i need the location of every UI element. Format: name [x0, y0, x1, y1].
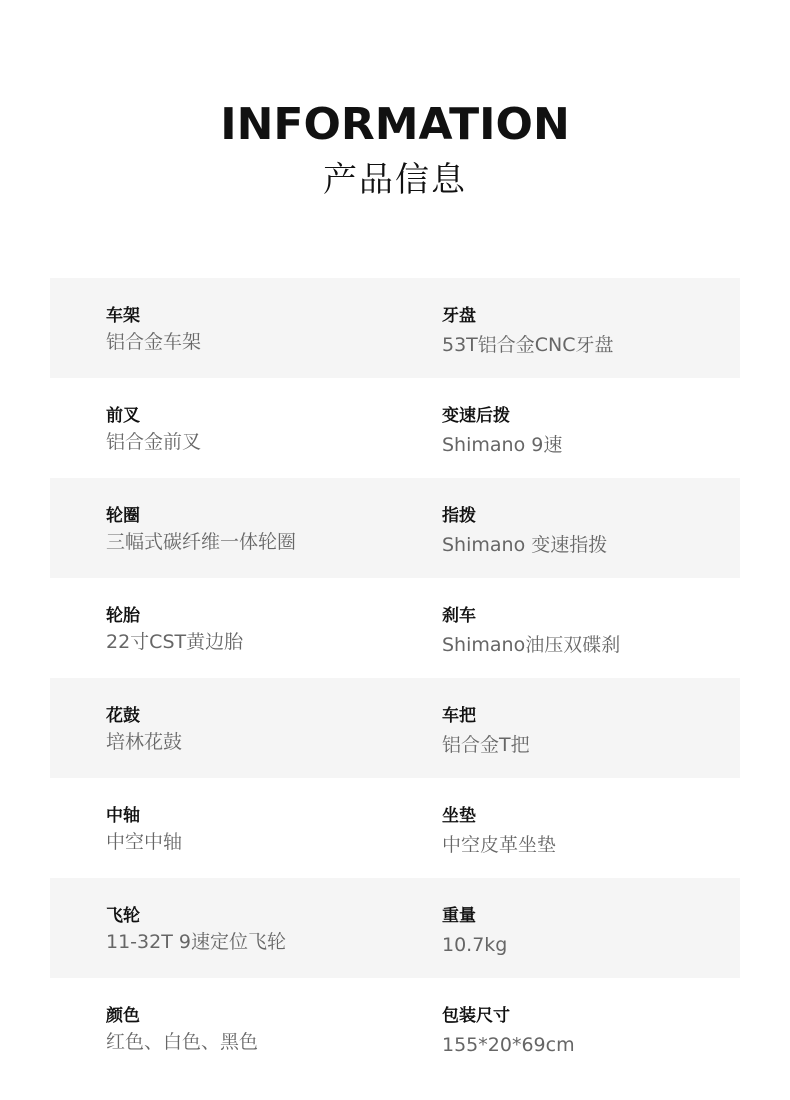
page-title-english: INFORMATION: [220, 99, 570, 150]
spec-cell: [442, 578, 740, 678]
spec-label: 刹车: [442, 606, 476, 626]
spec-cell: [106, 778, 426, 878]
spec-label: 车架: [106, 306, 140, 326]
spec-cell: [106, 278, 426, 378]
spec-label: 包装尺寸: [442, 1006, 510, 1026]
spec-label: 指拨: [442, 506, 476, 526]
spec-table: [50, 278, 740, 1078]
spec-value: 铝合金前叉: [106, 431, 202, 453]
spec-value: 53T铝合金CNC牙盘: [442, 334, 614, 356]
spec-row: [50, 978, 740, 1078]
spec-label: 颜色: [106, 1006, 140, 1026]
spec-value: 22寸CST黄边胎: [106, 631, 244, 653]
spec-row: [50, 778, 740, 878]
spec-value: 10.7kg: [442, 934, 508, 956]
spec-label: 轮圈: [106, 506, 140, 526]
spec-label: 坐垫: [442, 806, 476, 826]
spec-cell: [442, 678, 740, 778]
spec-cell: [442, 878, 740, 978]
spec-label: 车把: [442, 706, 476, 726]
spec-value: 中空皮革坐垫: [442, 834, 557, 856]
spec-value: 11-32T 9速定位飞轮: [106, 931, 286, 953]
spec-row: [50, 678, 740, 778]
spec-cell: [106, 478, 426, 578]
spec-value: 培林花鼓: [106, 731, 183, 753]
spec-row: [50, 878, 740, 978]
spec-value: Shimano油压双碟刹: [442, 634, 621, 656]
spec-row: [50, 278, 740, 378]
spec-cell: [106, 678, 426, 778]
page-title-chinese: 产品信息: [323, 160, 467, 200]
spec-cell: [106, 978, 426, 1078]
spec-label: 重量: [442, 906, 476, 926]
spec-cell: [106, 578, 426, 678]
spec-row: [50, 478, 740, 578]
spec-label: 飞轮: [106, 906, 140, 926]
spec-label: 中轴: [106, 806, 140, 826]
spec-cell: [442, 978, 740, 1078]
spec-label: 变速后拨: [442, 406, 510, 426]
spec-cell: [106, 878, 426, 978]
spec-label: 牙盘: [442, 306, 476, 326]
spec-value: Shimano 9速: [442, 434, 563, 456]
spec-label: 前叉: [106, 406, 140, 426]
spec-value: 铝合金车架: [106, 331, 202, 353]
spec-value: 三幅式碳纤维一体轮圈: [106, 531, 297, 553]
spec-value: 红色、白色、黑色: [106, 1031, 259, 1053]
spec-row: [50, 378, 740, 478]
spec-cell: [106, 378, 426, 478]
spec-cell: [442, 278, 740, 378]
spec-cell: [442, 378, 740, 478]
spec-value: 铝合金T把: [442, 734, 530, 756]
spec-row: [50, 578, 740, 678]
spec-value: 中空中轴: [106, 831, 183, 853]
spec-cell: [442, 478, 740, 578]
spec-value: 155*20*69cm: [442, 1034, 575, 1056]
spec-cell: [442, 778, 740, 878]
spec-label: 轮胎: [106, 606, 140, 626]
spec-label: 花鼓: [106, 706, 140, 726]
spec-value: Shimano 变速指拨: [442, 534, 608, 556]
